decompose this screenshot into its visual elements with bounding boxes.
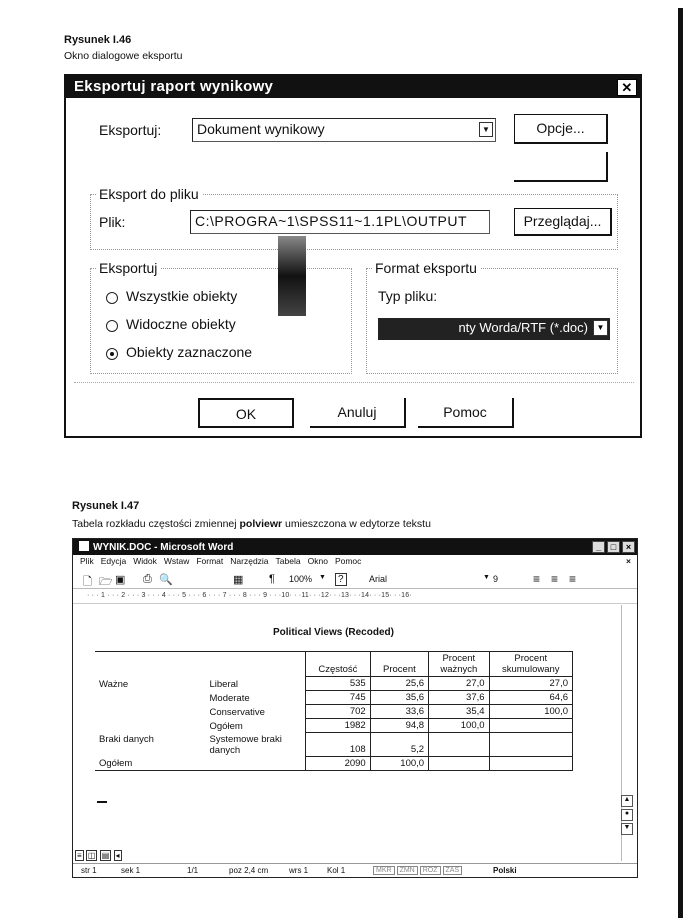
cell-pct: 94,8	[370, 719, 428, 733]
file-type-select[interactable]	[378, 318, 610, 340]
cell-pct: 33,6	[370, 705, 428, 719]
export-select[interactable]	[192, 118, 496, 142]
dialog-title: Eksportuj raport wynikowy	[74, 78, 274, 95]
figure1-caption: Okno dialogowe eksportu	[64, 50, 183, 62]
cell-freq: 535	[306, 677, 371, 691]
cancel-button[interactable]: Anuluj	[310, 398, 406, 428]
file-path-input[interactable]: C:\PROGRA~1\SPSS11~1.1PL\OUTPUT	[190, 210, 490, 234]
radio-all-label: Wszystkie obiekty	[126, 288, 238, 304]
align-center-icon[interactable]: ≡	[551, 572, 559, 586]
cell-valid	[429, 733, 489, 757]
export-label: Eksportuj:	[99, 122, 162, 138]
row-group	[95, 719, 206, 733]
dialog-title-bar	[66, 76, 640, 98]
divider	[74, 382, 634, 383]
print-view-icon[interactable]: ▤	[101, 851, 110, 860]
flag-zas[interactable]: ZAS	[443, 866, 463, 875]
row-label: Systemowe braki danych	[209, 733, 282, 756]
cell-cum: 27,0	[489, 677, 572, 691]
font-select[interactable]: Arial	[369, 574, 388, 584]
help-button[interactable]: Pomoc	[418, 398, 514, 428]
export-scope-label: Eksportuj	[96, 260, 160, 276]
status-line: wrs 1	[289, 866, 309, 875]
normal-view-icon[interactable]: ≡	[77, 851, 82, 860]
radio-selected-label: Obiekty zaznaczone	[126, 344, 253, 360]
word-title: WYNIK.DOC - Microsoft Word	[93, 542, 234, 553]
menu-bar	[73, 556, 637, 570]
header-blank	[206, 652, 306, 677]
close-icon[interactable]: ×	[622, 541, 635, 553]
chevron-down-icon[interactable]: ▼	[479, 122, 493, 137]
menu-okno[interactable]: Okno	[307, 556, 328, 566]
frequency-table	[95, 651, 573, 771]
cell-pct: 5,2	[370, 733, 428, 757]
blank-button[interactable]	[514, 152, 608, 182]
table-row	[95, 705, 573, 719]
new-doc-icon[interactable]: 🗋	[83, 576, 92, 588]
cell-valid: 37,6	[429, 691, 489, 705]
cell-valid: 35,4	[429, 705, 489, 719]
zoom-select[interactable]: 100%	[289, 574, 313, 584]
table-row	[95, 719, 573, 733]
status-section: sek 1	[121, 866, 141, 875]
open-icon[interactable]: 🗁	[99, 576, 113, 588]
cell-freq: 1982	[306, 719, 371, 733]
cell-freq: 702	[306, 705, 371, 719]
align-left-icon[interactable]: ≡	[533, 572, 541, 586]
cell-pct: 25,6	[370, 677, 428, 691]
doc-close-icon[interactable]: ×	[626, 556, 631, 566]
print-icon[interactable]: ⎙	[143, 573, 152, 585]
file-type-value: nty Worda/RTF (*.doc)	[458, 320, 588, 335]
text-cursor	[97, 801, 107, 803]
page-edge-bar	[678, 8, 683, 918]
row-group	[95, 705, 206, 719]
header-pct: Procent	[370, 652, 428, 677]
table-header-row	[95, 652, 573, 677]
ruler	[73, 591, 637, 604]
flag-roz[interactable]: ROZ	[420, 866, 441, 875]
scroll-next-icon[interactable]: ▼	[621, 823, 633, 835]
radio-visible-label: Widoczne obiekty	[126, 316, 236, 332]
menu-tabela[interactable]: Tabela	[275, 556, 301, 566]
scan-smudge	[278, 236, 306, 316]
export-select-value: Dokument wynikowy	[197, 121, 325, 137]
menu-plik[interactable]: Plik	[80, 556, 94, 566]
browse-button[interactable]: Przeglądaj...	[514, 208, 612, 236]
row-label: Moderate	[209, 692, 250, 704]
flag-zmn[interactable]: ZMN	[397, 866, 418, 875]
view-buttons	[75, 851, 135, 862]
file-type-label: Typ pliku:	[378, 288, 438, 304]
row-label	[206, 757, 306, 771]
close-icon[interactable]: ✕	[617, 79, 637, 96]
figure2-label: Rysunek I.47	[72, 500, 140, 512]
figure1-label: Rysunek I.46	[64, 34, 132, 46]
cell-valid	[429, 757, 489, 771]
table-icon[interactable]: ▦	[233, 574, 244, 586]
word-title-bar	[73, 539, 637, 555]
caption-text: Tabela rozkładu częstości zmiennej	[72, 518, 240, 530]
header-blank	[95, 652, 206, 677]
flag-mkr[interactable]: MKR	[373, 866, 395, 875]
row-group	[95, 691, 206, 705]
header-freq: Częstość	[306, 652, 371, 677]
scroll-prev-icon[interactable]: ▲	[621, 795, 633, 807]
cell-pct: 100,0	[370, 757, 428, 771]
preview-icon[interactable]: 🔍	[159, 574, 173, 586]
cell-valid: 100,0	[429, 719, 489, 733]
cell-cum	[489, 757, 572, 771]
table-row	[95, 757, 573, 771]
table-row	[95, 677, 573, 691]
export-to-file-label: Eksport do pliku	[96, 186, 202, 202]
align-right-icon[interactable]: ≡	[569, 572, 577, 586]
maximize-icon[interactable]: □	[607, 541, 620, 553]
radio-selected[interactable]	[106, 348, 118, 360]
word-doc-icon	[79, 541, 89, 551]
export-dialog	[64, 74, 642, 438]
cell-pct: 35,6	[370, 691, 428, 705]
figure2-caption	[72, 518, 431, 530]
menu-wstaw[interactable]: Wstaw	[163, 556, 190, 566]
outline-view-icon[interactable]: ◂	[115, 851, 120, 860]
menu-narzedzia[interactable]: Narzędzia	[230, 556, 269, 566]
chevron-down-icon[interactable]: ▼	[319, 574, 326, 581]
word-window	[72, 538, 638, 878]
status-language: Polski	[493, 866, 517, 875]
menu-pomoc[interactable]: Pomoc	[334, 556, 362, 566]
chevron-down-icon[interactable]: ▼	[593, 320, 608, 336]
options-button[interactable]: Opcje...	[514, 114, 608, 144]
table-row	[95, 691, 573, 705]
ok-button[interactable]: OK	[198, 398, 294, 428]
radio-all[interactable]	[106, 292, 118, 304]
cell-cum: 64,6	[489, 691, 572, 705]
status-flags	[371, 865, 462, 875]
menu-edycja[interactable]: Edycja	[100, 556, 127, 566]
caption-text-end: umieszczona w edytorze tekstu	[282, 518, 431, 530]
cell-freq: 2090	[306, 757, 371, 771]
row-group: Ogółem	[95, 757, 206, 771]
toolbar	[73, 571, 637, 589]
header-cum: Procent skumulowany	[489, 652, 572, 677]
status-bar	[73, 863, 637, 877]
pilcrow-icon[interactable]: ¶	[269, 573, 275, 585]
minimize-icon[interactable]: _	[592, 541, 605, 553]
web-view-icon[interactable]: ◫	[87, 851, 96, 860]
menu-widok[interactable]: Widok	[133, 556, 157, 566]
table-title: Political Views (Recoded)	[273, 627, 394, 638]
row-group: Braki danych	[99, 733, 154, 745]
row-label: Conservative	[209, 706, 265, 718]
row-label: Ogółem	[209, 720, 243, 732]
help-icon[interactable]: ?	[335, 573, 347, 586]
cell-cum	[489, 733, 572, 757]
cell-valid: 27,0	[429, 677, 489, 691]
status-column: Kol 1	[327, 866, 346, 875]
save-icon[interactable]: ▣	[115, 574, 126, 586]
cell-cum	[489, 719, 572, 733]
ruler-ticks: · · · 1 · · · 2 · · · 3 · · · 4 · · · 5 · · · 6 · · · 7 · · · 8 · · · 9 · · ·10· · ·11· · ·12· · ·13· · ·14· · ·15· · ·16·	[87, 592, 412, 599]
cell-freq: 745	[306, 691, 371, 705]
status-pages: 1/1	[187, 866, 199, 875]
font-size-select[interactable]: 9	[493, 574, 499, 584]
table-row	[95, 733, 573, 757]
header-valid: Procent ważnych	[429, 652, 489, 677]
radio-visible[interactable]	[106, 320, 118, 332]
cell-freq: 108	[306, 733, 371, 757]
menu-format[interactable]: Format	[196, 556, 224, 566]
status-position: poz 2,4 cm	[229, 866, 269, 875]
format-label: Format eksportu	[372, 260, 480, 276]
scroll-select-icon[interactable]: ●	[621, 809, 633, 821]
status-page: str 1	[81, 866, 97, 875]
chevron-down-icon[interactable]: ▼	[483, 574, 490, 581]
row-group: Ważne	[99, 678, 129, 690]
file-label: Plik:	[99, 214, 126, 230]
caption-variable: polviewr	[239, 518, 283, 530]
cell-cum: 100,0	[489, 705, 572, 719]
row-label: Liberal	[209, 678, 239, 690]
